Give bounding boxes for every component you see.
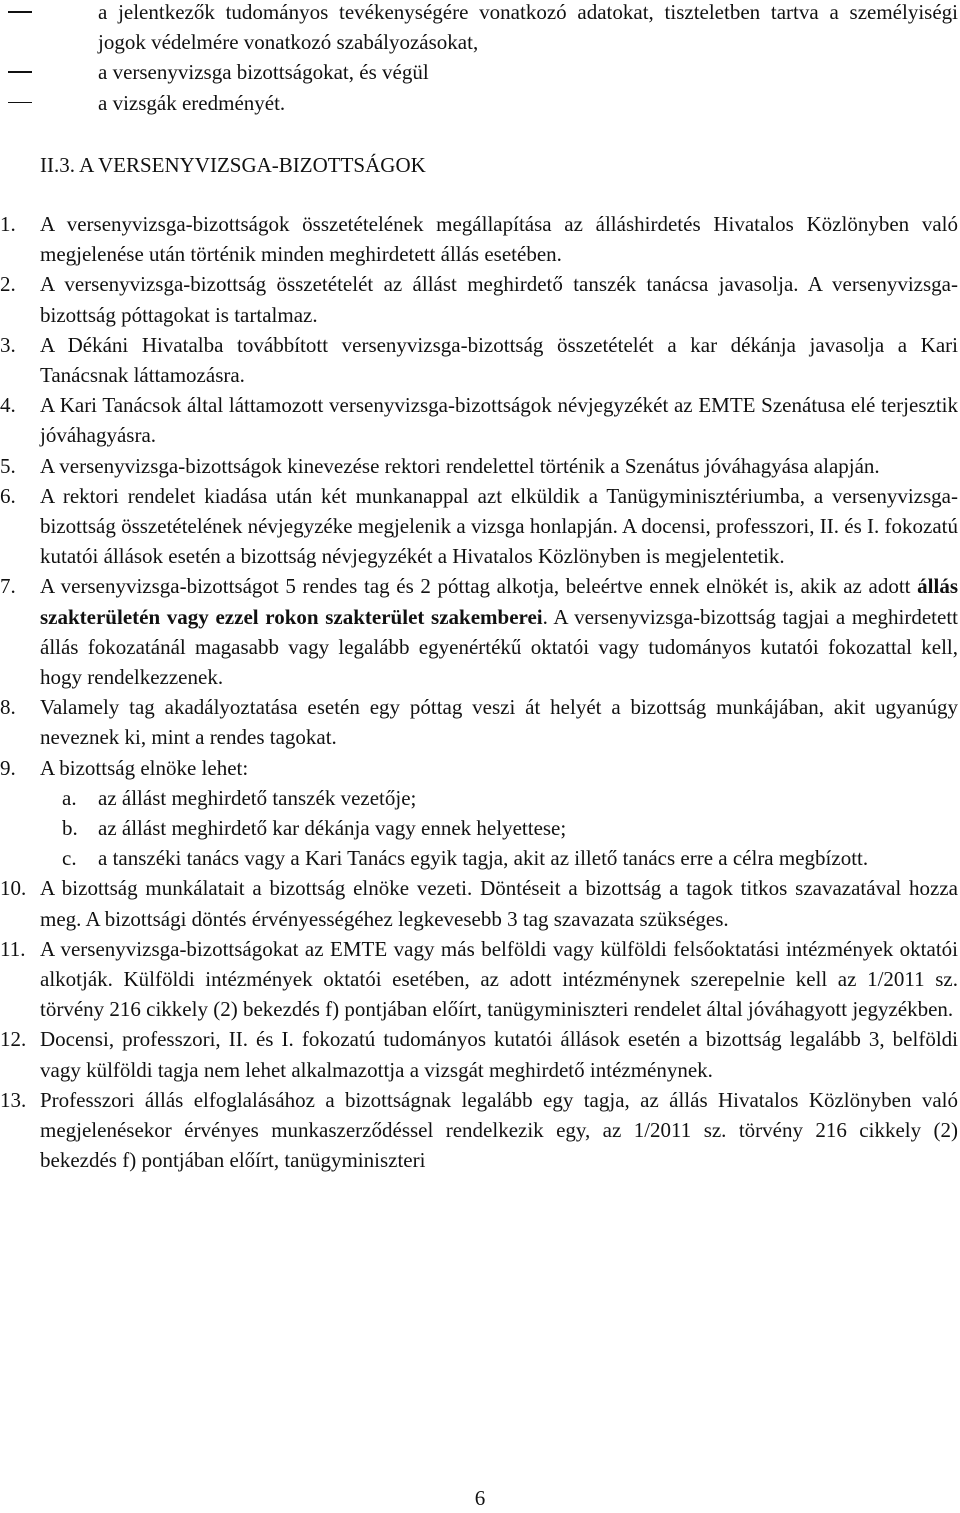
sub-item-letter: a. (62, 785, 77, 810)
item-text-bold: állás szakterületén vagy ezzel rokon szakterület szakemberei (40, 574, 958, 629)
sub-item-letter: b. (62, 816, 78, 841)
sub-list-item (0, 783, 958, 813)
dash-list (0, 0, 958, 118)
list-item (0, 390, 958, 450)
list-item (0, 571, 958, 692)
sub-item-text: az állást meghirdető tanszék vezetője; (98, 785, 417, 810)
item-number: 3. (0, 332, 16, 357)
list-item (0, 1024, 958, 1084)
sub-item-letter: c. (62, 846, 77, 871)
sub-item-text: az állást meghirdető kar dékánja vagy ennek helyettese; (98, 816, 567, 841)
item-text: A versenyvizsga-bizottság összetételét az állást meghirdető tanszék tanácsa javasolja. A versenyvizsga-bizottság póttagokat is tartalmaz. (40, 272, 958, 327)
item-text (40, 574, 958, 689)
item-text-before: A versenyvizsga-bizottságot 5 rendes tag és 2 póttag alkotja, beleértve ennek elnökét is, akik az adott (40, 574, 918, 599)
list-item (0, 934, 958, 1025)
dash-bullet (8, 102, 32, 104)
section-heading: II.3. A VERSENYVIZSGA-BIZOTTSÁGOK (40, 153, 426, 177)
dash-bullet (8, 71, 32, 73)
sub-list-item (0, 813, 958, 843)
item-text: Valamely tag akadályoztatása esetén egy póttag veszi át helyét a bizottság munkájában, akit ugyanúgy neveznek ki, mint a rendes tagokat. (40, 695, 958, 750)
item-text: A versenyvizsga-bizottságokat az EMTE vagy más belföldi vagy külföldi felsőoktatási intézmények oktatói alkotják. Külföldi intézmények oktatói esetében, az adott intézménynek szerepelnie kell az 1/2011 sz. törvény 216 cikkely (2) bekezdés f) pontjában előírt, tanügyminiszteri rendelet által jóváhagyott jegyzékben. (40, 936, 958, 1022)
page-number: 6 (474, 1486, 486, 1510)
dash-list-item (0, 88, 958, 118)
dash-bullet (8, 11, 32, 13)
item-number: 2. (0, 272, 16, 297)
list-item (0, 330, 958, 390)
item-number: 11. (0, 936, 26, 961)
dash-item-text: a versenyvizsga bizottságokat, és végül (98, 60, 429, 85)
item-text: Professzori állás elfoglalásához a bizottságnak legalább egy tagja, az állás Hivatalos Közlönyben való megjelenésekor érvényes munkaszerződéssel rendelkezik egy, az 1/2011 sz. törvény 216 cikkely (2) bekezdés f) pontjában előírt, tanügyminiszteri (40, 1087, 958, 1173)
item-number: 7. (0, 574, 16, 599)
list-item (0, 692, 958, 752)
list-item (0, 451, 958, 481)
item-text: A versenyvizsga-bizottságok kinevezése rektori rendelettel történik a Szenátus jóváhagyása alapján. (40, 453, 880, 478)
dash-list-item (0, 0, 958, 57)
item-text: A Kari Tanácsok által láttamozott versenyvizsga-bizottságok névjegyzékét az EMTE Szenátusa elé terjesztik jóváhagyásra. (40, 393, 958, 448)
item-text: A bizottság elnöke lehet: (40, 755, 249, 780)
item-text: Docensi, professzori, II. és I. fokozatú tudományos kutatói állások esetén a bizottság legalább 3, belföldi vagy külföldi tagja nem lehet alkalmazottja a vizsgát meghirdető intézménynek. (40, 1027, 958, 1082)
item-number: 1. (0, 212, 16, 236)
item-number: 13. (0, 1087, 27, 1112)
item-number: 9. (0, 755, 16, 780)
dash-item-text: a jelentkezők tudományos tevékenységére vonatkozó adatokat, tiszteletben tartva a személyiségi jogok védelmére vonatkozó szabályozásokat, (98, 0, 958, 55)
item-number: 10. (0, 876, 27, 901)
item-number: 12. (0, 1027, 27, 1052)
item-number: 5. (0, 453, 16, 478)
numbered-list (0, 209, 958, 1176)
list-item (0, 1085, 958, 1176)
dash-item-text: a vizsgák eredményét. (98, 90, 286, 115)
item-text: A rektori rendelet kiadása után két munkanappal azt elküldik a Tanügyminisztériumba, a versenyvizsga-bizottság összetételének névjegyzéke megjelenik a vizsga honlapján. A docensi, professzori, II. és I. fokozatú kutatói állások esetén a bizottság névjegyzékét a Hivatalos Közlönyben is megjelentetik. (40, 483, 958, 569)
sub-item-text: a tanszéki tanács vagy a Kari Tanács egyik tagja, akit az illető tanács erre a célra megbízott. (98, 846, 869, 871)
list-item (0, 209, 958, 269)
item-text-after: . A versenyvizsga-bizottság tagjai a meghirdetett állás fokozatánál magasabb vagy legalább egyenértékű oktatói vagy tudományos kutatói fokozattal kell, hogy rendelkezzenek. (40, 604, 958, 690)
item-number: 6. (0, 483, 16, 508)
item-text: A bizottság munkálatait a bizottság elnöke vezeti. Döntéseit a bizottság a tagok titkos szavazatával hozza meg. A bizottsági döntés érvényességéhez legkevesebb 3 tag szavazata szükséges. (40, 876, 958, 931)
dash-list-item (0, 57, 958, 87)
sub-list-item (0, 843, 958, 873)
list-item (0, 481, 958, 572)
item-number: 4. (0, 393, 16, 418)
item-text: A Dékáni Hivatalba továbbított versenyvizsga-bizottság összetételét a kar dékánja javasolja a Kari Tanácsnak láttamozásra. (40, 332, 958, 388)
list-item (0, 269, 958, 329)
item-number: 8. (0, 695, 16, 720)
list-item (0, 873, 958, 933)
item-text: A versenyvizsga-bizottságok összetételének megállapítása az álláshirdetés Hivatalos Közlönyben való megjelenése után történik minden meghirdetett állás esetében. (40, 212, 958, 267)
list-item (0, 753, 958, 783)
